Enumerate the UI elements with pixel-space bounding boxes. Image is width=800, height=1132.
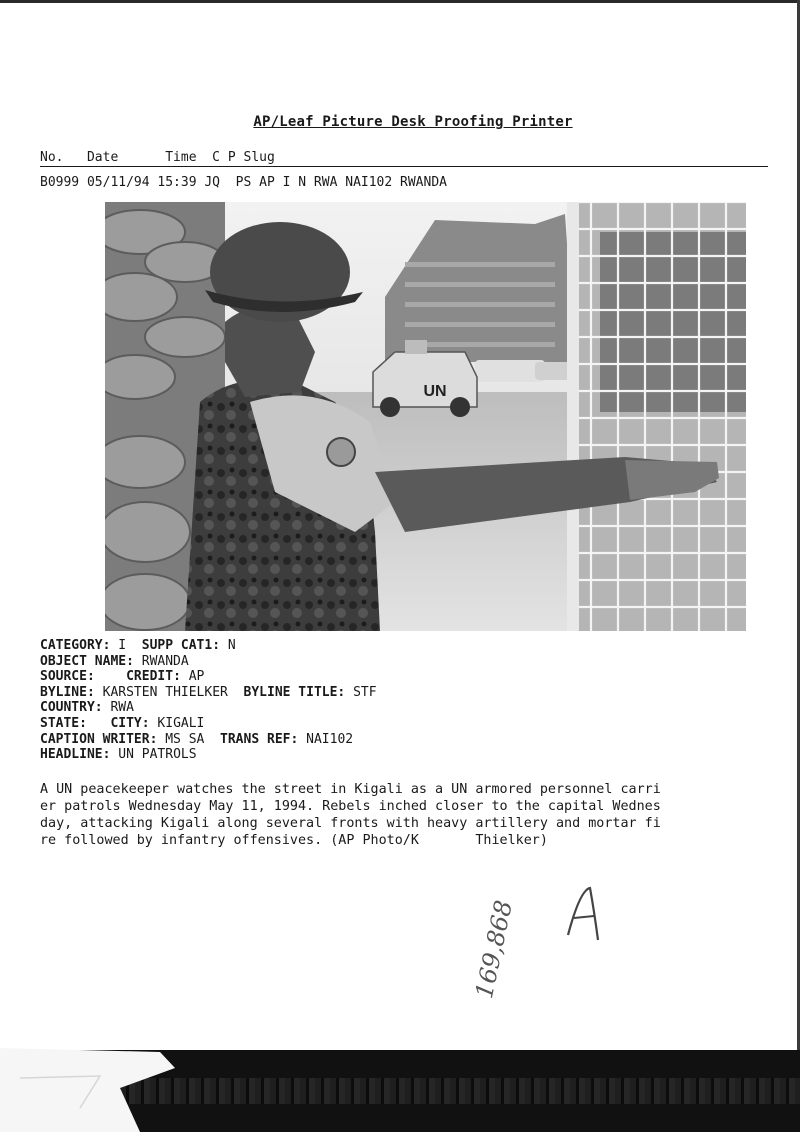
metadata-label: COUNTRY: [40,700,103,716]
metadata-value: N [220,638,236,653]
handwritten-a-mark [560,880,610,950]
metadata-label: BYLINE: [40,684,95,700]
metadata-value [95,669,126,684]
metadata-label: OBJECT NAME: [40,653,134,669]
caption-line: er patrols Wednesday May 11, 1994. Rebels inched closer to the capital Wednes [40,799,661,814]
slug-record-line: B0999 05/11/94 15:39 JQ PS AP I N RWA NAI102 RWANDA [40,175,447,190]
metadata-value: KARSTEN THIELKER [94,684,244,700]
metadata-label: CATEGORY: [40,638,111,653]
slug-column-header: No. Date Time C P Slug [40,150,768,167]
metadata-row [40,669,377,685]
caption-line: day, attacking Kigali along several fronts with heavy artillery and mortar fi [40,816,661,831]
page-top-edge [0,0,800,3]
metadata-label: TRANS REF: [220,731,299,747]
metadata-value: MS SA [157,731,221,747]
metadata-label: SUPP CAT1: [141,638,221,653]
vehicle-un-marking: UN [423,383,447,400]
document-heading: AP/Leaf Picture Desk Proofing Printer [253,114,573,130]
metadata-value: RWA [102,700,134,716]
metadata-value: NAI102 [298,731,354,747]
metadata-row [40,700,377,716]
metadata-value: STF [345,684,377,700]
metadata-value: RWANDA [133,653,189,669]
metadata-value: I [110,638,142,653]
metadata-row [40,654,377,670]
metadata-label: CAPTION WRITER: [40,731,158,747]
photo-illustration [105,202,746,631]
metadata-label: HEADLINE: [40,747,111,763]
metadata-value: KIGALI [149,715,205,731]
metadata-label: CREDIT: [126,669,181,685]
metadata-value [87,716,110,731]
metadata-label: SOURCE: [40,669,95,685]
news-photo [105,202,746,631]
handwritten-number: 169,868 [470,897,519,1001]
caption-line: re followed by infantry offensives. (AP Photo/K Thielker) [40,833,548,848]
photo-caption [40,781,770,849]
handwritten-a-text: A [560,880,561,881]
metadata-block [40,638,377,763]
metadata-label: STATE: [40,715,87,731]
metadata-value: UN PATROLS [110,747,197,763]
metadata-label: BYLINE TITLE: [243,684,346,700]
metadata-row [40,638,377,654]
metadata-row [40,732,377,748]
metadata-label: CITY: [110,715,150,731]
metadata-row [40,747,377,763]
torn-paper-corner [0,1048,180,1132]
caption-line: A UN peacekeeper watches the street in Kigali as a UN armored personnel carri [40,782,661,797]
metadata-value: AP [180,669,205,685]
metadata-row [40,716,377,732]
metadata-row [40,685,377,701]
